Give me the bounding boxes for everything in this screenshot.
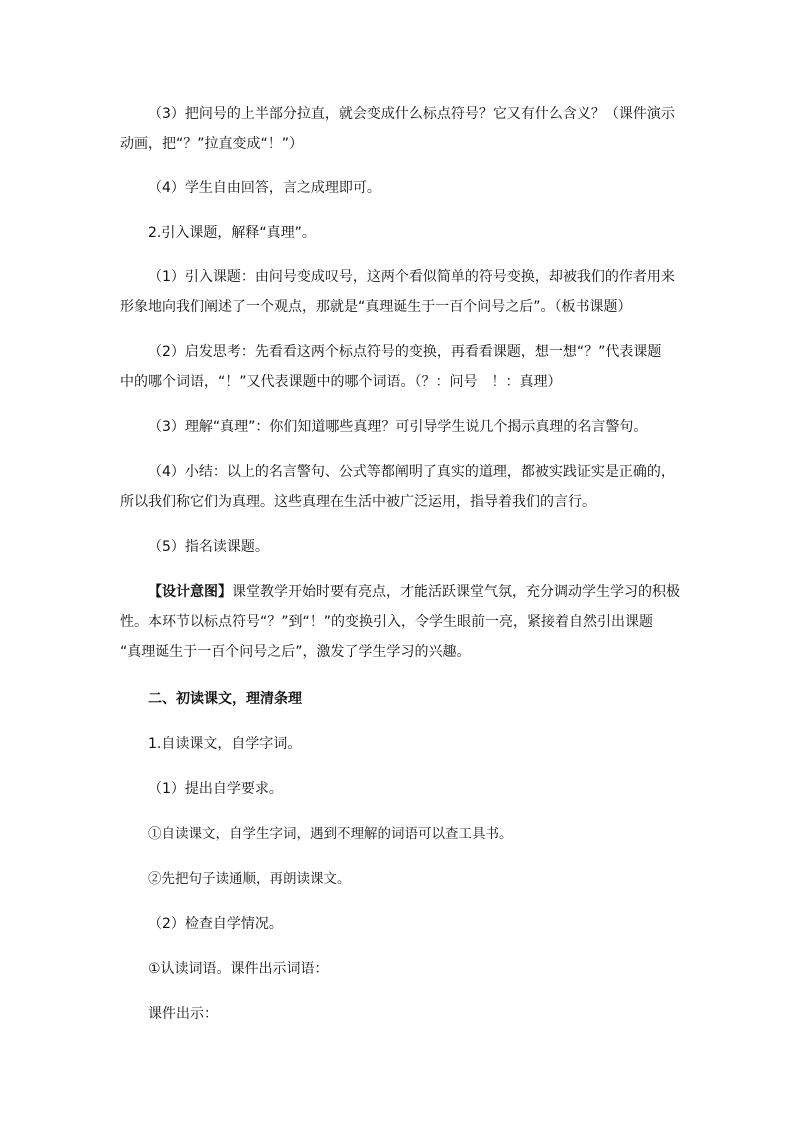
intro-topic-line-2: 形象地向我们阐述了一个观点，那就是“真理诞生于一百个问号之后”。（板书课题） bbox=[120, 299, 632, 315]
check-self-study: （2）检查自学情况。 bbox=[148, 916, 283, 932]
courseware-display: 课件出示： bbox=[148, 1006, 218, 1022]
read-title-line: （5）指名读课题。 bbox=[148, 539, 269, 555]
section-2-heading: 2.引入课题，解释“真理”。 bbox=[148, 225, 316, 241]
self-read-heading: 1.自读课文，自学字词。 bbox=[148, 736, 302, 752]
recognize-words: ①认读词语。课件出示词语： bbox=[148, 961, 329, 977]
inspire-thinking-line-2: 中的哪个词语，“！”又代表课题中的哪个词语。（？：问号 ！：真理） bbox=[120, 374, 562, 390]
design-intent-label: 【设计意图】 bbox=[148, 584, 232, 600]
inspire-thinking-line-1: （2）启发思考：先看看这两个标点符号的变换，再看看课题，想一想“？”代表课题 bbox=[148, 344, 662, 360]
summary-line-2: 所以我们称它们为真理。这些真理在生活中被广泛运用，指导着我们的言行。 bbox=[120, 494, 596, 510]
design-intent-line-3: “真理诞生于一百个问号之后”，激发了学生学习的兴趣。 bbox=[120, 644, 471, 660]
design-intent-text: 课堂教学开始时要有亮点，才能活跃课堂气氛，充分调动学生学习的积极 bbox=[232, 584, 680, 600]
paragraph-3-line-1: （3）把问号的上半部分拉直，就会变成什么标点符号？它又有什么含义？（课件演示 bbox=[148, 106, 675, 122]
intro-topic-line-1: （1）引入课题：由问号变成叹号，这两个看似简单的符号变换，却被我们的作者用来 bbox=[148, 269, 675, 285]
requirement-1: ①自读课文，自学生字词，遇到不理解的词语可以查工具书。 bbox=[148, 826, 513, 842]
self-study-requirements: （1）提出自学要求。 bbox=[148, 781, 283, 797]
summary-line-1: （4）小结：以上的名言警句、公式等都阐明了真实的道理，都被实践证实是正确的， bbox=[148, 464, 675, 480]
design-intent-line-2: 性。本环节以标点符号“？”到“！”的变换引入，令学生眼前一亮，紧接着自然引出课题 bbox=[120, 614, 654, 630]
paragraph-3-line-2: 动画，把“？”拉直变成“！”） bbox=[120, 136, 304, 152]
requirement-2: ②先把句子读通顺，再朗读课文。 bbox=[148, 871, 351, 887]
section-heading-first-reading: 二、初读课文，理清条理 bbox=[148, 691, 302, 707]
design-intent-line-1 bbox=[148, 580, 708, 604]
paragraph-4-line-1: （4）学生自由回答，言之成理即可。 bbox=[148, 180, 381, 196]
understand-truth-line: （3）理解“真理”：你们知道哪些真理？可引导学生说几个揭示真理的名言警句。 bbox=[148, 419, 648, 435]
